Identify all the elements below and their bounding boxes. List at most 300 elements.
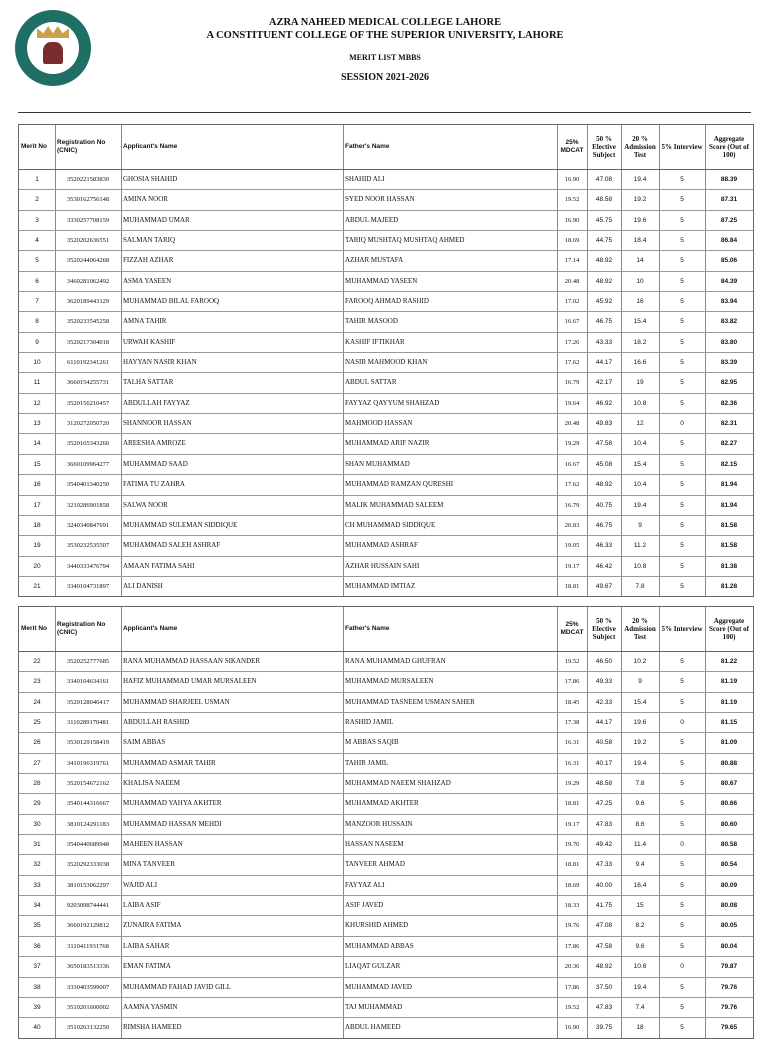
header-mdcat: 25% MDCAT <box>560 139 584 154</box>
mdcat-cell: 17.86 <box>564 983 580 991</box>
table-row <box>19 672 753 692</box>
father-name-cell: TAHIR MASOOD <box>345 317 398 326</box>
elective-subject-cell: 49.33 <box>595 678 613 686</box>
merit-no-cell: 11 <box>33 379 41 387</box>
father-name-cell: KASHIF IFTIKHAR <box>345 337 405 346</box>
father-name-cell: MAHMOOD HASSAN <box>345 419 413 428</box>
elective-subject-cell: 45.08 <box>595 460 613 468</box>
applicant-name-cell: GHOSIA SHAHID <box>123 175 178 183</box>
elective-subject-cell: 40.17 <box>595 759 613 767</box>
mdcat-cell: 19.17 <box>564 562 580 570</box>
page-header <box>0 0 768 92</box>
mdcat-cell: 16.67 <box>564 460 580 468</box>
mdcat-cell: 20.36 <box>564 963 580 971</box>
elective-subject-cell: 47.58 <box>595 440 613 448</box>
admission-test-cell: 10.2 <box>633 658 647 665</box>
admission-test-cell: 19 <box>636 379 644 387</box>
header-applicant-name: Applicant's Name <box>123 143 178 150</box>
elective-subject-cell: 39.75 <box>595 1024 613 1032</box>
registration-no-cell: 3520217304018 <box>66 338 110 346</box>
header-admission-test: 20 % Admission Test <box>624 617 656 641</box>
header-interview: 5% Interview <box>661 143 703 151</box>
admission-test-cell: 11.2 <box>633 542 647 550</box>
father-name-cell: SYED NOOR HASSAN <box>345 195 415 204</box>
father-name-cell: AZHAR MUSTAFA <box>345 256 404 265</box>
merit-no-cell: 40 <box>33 1024 41 1032</box>
admission-test-cell: 8.6 <box>635 820 645 828</box>
father-name-cell: FAROOQ AHMAD RASHID <box>345 297 429 306</box>
aggregate-score-cell: 79.76 <box>720 983 738 991</box>
mdcat-cell: 18.33 <box>564 902 580 910</box>
mdcat-cell: 19.52 <box>564 658 580 665</box>
elective-subject-cell: 49.83 <box>595 420 613 428</box>
father-name-cell: SHAHID ALI <box>345 175 385 183</box>
aggregate-score-cell: 81.58 <box>720 521 738 529</box>
elective-subject-cell: 42.17 <box>595 379 613 387</box>
interview-cell: 5 <box>680 739 684 747</box>
aggregate-score-cell: 86.84 <box>720 237 738 245</box>
table-row <box>19 170 753 190</box>
registration-no-cell: 3510263132250 <box>66 1024 110 1032</box>
father-name-cell: TAHIR JAMIL <box>345 758 389 767</box>
applicant-name-cell: TALHA SATTAR <box>123 378 174 387</box>
aggregate-score-cell: 81.19 <box>720 678 738 686</box>
aggregate-score-cell: 83.39 <box>720 359 738 367</box>
applicant-name-cell: FATIMA TU ZAHRA <box>123 480 185 489</box>
registration-no-cell: 3510201600002 <box>66 1003 110 1011</box>
merit-no-cell: 24 <box>33 698 41 706</box>
table-row <box>19 937 753 957</box>
elective-subject-cell: 48.58 <box>595 196 613 204</box>
aggregate-score-cell: 80.66 <box>720 800 738 808</box>
elective-subject-cell: 45.92 <box>595 298 613 306</box>
elective-subject-cell: 40.58 <box>595 739 613 747</box>
aggregate-score-cell: 83.80 <box>720 338 738 346</box>
father-name-cell: RANA MUHAMMAD GHUFRAN <box>345 657 446 665</box>
aggregate-score-cell: 79.87 <box>720 963 738 971</box>
registration-no-cell: 3540144316667 <box>66 800 110 808</box>
interview-cell: 0 <box>680 963 684 971</box>
admission-test-cell: 10.6 <box>633 963 647 971</box>
college-name: AZRA NAHEED MEDICAL COLLEGE LAHORE <box>268 17 502 28</box>
merit-no-cell: 16 <box>33 481 41 489</box>
aggregate-score-cell: 83.94 <box>720 298 738 306</box>
elective-subject-cell: 41.75 <box>595 902 613 910</box>
aggregate-score-cell: 79.76 <box>720 1003 738 1011</box>
table-row <box>19 394 753 414</box>
registration-no-cell: 3440333476794 <box>66 562 110 570</box>
elective-subject-cell: 47.58 <box>595 942 613 950</box>
elective-subject-cell: 40.00 <box>595 881 613 889</box>
table-row <box>19 190 753 210</box>
header-applicant-name: Applicant's Name <box>123 625 178 632</box>
mdcat-cell: 17.62 <box>564 481 580 489</box>
applicant-name-cell: ZUNAIRA FATIMA <box>123 921 182 930</box>
table-row <box>19 272 753 292</box>
merit-no-cell: 29 <box>33 800 41 808</box>
interview-cell: 5 <box>680 440 684 448</box>
merit-table-1 <box>18 124 754 597</box>
mdcat-cell: 19.29 <box>564 440 580 448</box>
registration-no-cell: 9203098744441 <box>66 902 110 910</box>
applicant-name-cell: SALWA NOOR <box>123 500 168 509</box>
applicant-name-cell: FIZZAH AZHAR <box>123 256 174 265</box>
merit-no-cell: 4 <box>35 237 39 245</box>
applicant-name-cell: SHANNOOR HASSAN <box>123 419 192 428</box>
mdcat-cell: 16.67 <box>564 318 580 326</box>
mdcat-cell: 20.48 <box>564 420 580 428</box>
registration-no-cell: 3520292333038 <box>66 861 110 869</box>
mdcat-cell: 19.52 <box>564 196 580 204</box>
aggregate-score-cell: 80.60 <box>720 820 738 828</box>
elective-subject-cell: 49.67 <box>595 582 613 590</box>
elective-subject-cell: 48.92 <box>595 277 613 285</box>
mdcat-cell: 20.48 <box>564 277 580 285</box>
interview-cell: 5 <box>680 942 684 950</box>
constituent-line: A CONSTITUENT COLLEGE OF THE SUPERIOR UNIVERSITY, LAHORE <box>206 30 564 41</box>
registration-no-cell: 3810153062297 <box>66 881 110 889</box>
father-name-cell: MUHAMMAD ASHRAF <box>345 541 418 550</box>
interview-cell: 5 <box>680 698 684 706</box>
interview-cell: 5 <box>680 1003 684 1011</box>
father-name-cell: ABDUL SATTAR <box>345 378 397 387</box>
elective-subject-cell: 47.25 <box>595 800 613 808</box>
table-row <box>19 434 753 454</box>
list-title: MERIT LIST MBBS <box>349 53 421 62</box>
merit-no-cell: 28 <box>33 780 41 788</box>
interview-cell: 5 <box>680 257 684 265</box>
table-row <box>19 333 753 353</box>
merit-no-cell: 25 <box>33 719 41 727</box>
registration-no-cell: 3650183513336 <box>66 963 110 971</box>
interview-cell: 5 <box>680 902 684 910</box>
elective-subject-cell: 48.92 <box>595 963 613 971</box>
aggregate-score-cell: 80.09 <box>720 881 738 889</box>
applicant-name-cell: KHALISA NAEEM <box>123 779 180 788</box>
table-row <box>19 916 753 936</box>
aggregate-score-cell: 84.39 <box>720 277 738 285</box>
father-name-cell: MUHAMMAD ARIF NAZIR <box>345 439 430 448</box>
table-row <box>19 312 753 332</box>
registration-no-cell: 3660154255731 <box>66 379 110 387</box>
merit-no-cell: 37 <box>33 963 41 971</box>
father-name-cell: TARIQ MUSHTAQ MUSHTAQ AHMED <box>345 236 465 245</box>
applicant-name-cell: AAMNA YASMIN <box>123 1002 178 1011</box>
interview-cell: 5 <box>680 582 684 590</box>
table-row <box>19 998 753 1018</box>
father-name-cell: AZHAR HUSSAIN SAHI <box>345 561 420 570</box>
registration-no-cell: 3330257708159 <box>66 216 110 224</box>
admission-test-cell: 7.4 <box>635 1003 645 1011</box>
elective-subject-cell: 44.17 <box>595 359 613 367</box>
merit-no-cell: 10 <box>33 359 41 367</box>
registration-no-cell: 3530129158419 <box>66 739 110 747</box>
mdcat-cell: 19.76 <box>564 922 580 930</box>
mdcat-cell: 17.38 <box>564 719 580 727</box>
merit-no-cell: 30 <box>33 820 41 828</box>
elective-subject-cell: 45.75 <box>595 216 613 224</box>
merit-no-cell: 17 <box>33 501 41 509</box>
applicant-name-cell: SAIM ABBAS <box>123 738 166 747</box>
aggregate-score-cell: 81.28 <box>720 582 738 590</box>
father-name-cell: MANZOOR HUSSAIN <box>345 819 413 828</box>
interview-cell: 5 <box>680 298 684 306</box>
table-row <box>19 1018 753 1037</box>
interview-cell: 5 <box>680 861 684 869</box>
merit-no-cell: 21 <box>33 582 41 590</box>
merit-no-cell: 3 <box>35 216 39 224</box>
interview-cell: 5 <box>680 922 684 930</box>
applicant-name-cell: MUHAMMAD FAHAD JAVID GILL <box>123 982 232 991</box>
father-name-cell: RASHID JAMIL <box>345 718 394 727</box>
admission-test-cell: 18.2 <box>633 338 647 346</box>
registration-no-cell: 3620189443129 <box>66 298 110 306</box>
merit-no-cell: 34 <box>33 902 41 910</box>
aggregate-score-cell: 81.94 <box>720 481 738 489</box>
merit-no-cell: 33 <box>33 881 41 889</box>
elective-subject-cell: 48.92 <box>595 481 613 489</box>
merit-no-cell: 32 <box>33 861 41 869</box>
header-interview: 5% Interview <box>661 625 703 633</box>
merit-no-cell: 35 <box>33 922 41 930</box>
merit-no-cell: 31 <box>33 841 41 849</box>
registration-no-cell: 3520252777685 <box>66 658 110 665</box>
mdcat-cell: 17.86 <box>564 678 580 686</box>
mdcat-cell: 16.90 <box>564 1024 580 1032</box>
registration-no-cell: 3660109964277 <box>66 460 110 468</box>
merit-no-cell: 26 <box>33 739 41 747</box>
admission-test-cell: 10.4 <box>633 440 647 448</box>
interview-cell: 5 <box>680 521 684 529</box>
merit-no-cell: 7 <box>35 298 39 306</box>
merit-no-cell: 22 <box>33 658 41 665</box>
registration-no-cell: 3530232535507 <box>66 542 110 550</box>
table-row <box>19 353 753 373</box>
admission-test-cell: 9 <box>638 678 642 686</box>
merit-no-cell: 13 <box>33 420 41 428</box>
admission-test-cell: 9.4 <box>635 861 645 869</box>
aggregate-score-cell: 80.88 <box>720 759 738 767</box>
mdcat-cell: 16.31 <box>564 759 580 767</box>
interview-cell: 5 <box>680 1024 684 1032</box>
mdcat-cell: 16.79 <box>564 379 580 387</box>
admission-test-cell: 7.8 <box>635 582 645 590</box>
admission-test-cell: 9.6 <box>635 800 645 808</box>
interview-cell: 5 <box>680 501 684 509</box>
registration-no-cell: 6110192341261 <box>66 359 109 367</box>
table-row <box>19 754 753 774</box>
table-row <box>19 652 753 672</box>
table-row <box>19 896 753 916</box>
registration-no-cell: 3330403599007 <box>66 983 110 991</box>
father-name-cell: MUHAMMAD ABBAS <box>345 941 414 950</box>
aggregate-score-cell: 80.08 <box>720 902 738 910</box>
table-row <box>19 957 753 977</box>
applicant-name-cell: AMINA NOOR <box>123 195 168 204</box>
table-row <box>19 292 753 312</box>
interview-cell: 5 <box>680 562 684 570</box>
admission-test-cell: 11.4 <box>633 841 647 849</box>
merit-no-cell: 14 <box>33 440 41 448</box>
elective-subject-cell: 37.50 <box>595 983 613 991</box>
admission-test-cell: 10.8 <box>633 399 647 407</box>
aggregate-score-cell: 80.04 <box>720 942 738 950</box>
header-admission-test: 20 % Admission Test <box>624 135 656 159</box>
table-row <box>19 373 753 393</box>
admission-test-cell: 15.4 <box>633 318 647 326</box>
mdcat-cell: 18.81 <box>564 582 580 590</box>
father-name-cell: MUHAMMAD IMTIAZ <box>345 581 416 590</box>
registration-no-cell: 3240340847691 <box>66 521 110 529</box>
elective-subject-cell: 46.50 <box>595 658 613 665</box>
father-name-cell: MUHAMMAD AKHTER <box>345 799 419 808</box>
interview-cell: 5 <box>680 881 684 889</box>
table-row <box>19 978 753 998</box>
interview-cell: 5 <box>680 176 684 183</box>
aggregate-score-cell: 85.06 <box>720 257 738 265</box>
merit-no-cell: 27 <box>33 759 41 767</box>
admission-test-cell: 16 <box>636 298 644 306</box>
header-elective-subject: 50 % Elective Subject <box>592 135 616 159</box>
registration-no-cell: 3340104634161 <box>66 678 110 686</box>
aggregate-score-cell: 82.95 <box>720 379 738 387</box>
aggregate-score-cell: 82.31 <box>720 420 738 428</box>
father-name-cell: MUHAMMAD TASNEEM USMAN SAHER <box>345 697 475 706</box>
admission-test-cell: 19.6 <box>633 216 647 224</box>
applicant-name-cell: RIMSHA HAMEED <box>123 1023 182 1032</box>
interview-cell: 5 <box>680 542 684 550</box>
mdcat-cell: 17.14 <box>564 257 580 265</box>
admission-test-cell: 19.4 <box>633 501 647 509</box>
interview-cell: 5 <box>680 658 684 665</box>
father-name-cell: NASIR MAHMOOD KHAN <box>345 358 428 367</box>
aggregate-score-cell: 80.54 <box>720 861 738 869</box>
elective-subject-cell: 47.83 <box>595 1003 613 1011</box>
registration-no-cell: 3520233545258 <box>66 318 110 326</box>
merit-no-cell: 2 <box>35 196 39 204</box>
elective-subject-cell: 48.58 <box>595 780 613 788</box>
elective-subject-cell: 42.33 <box>595 698 613 706</box>
registration-no-cell: 3210286901858 <box>66 501 110 509</box>
father-name-cell: ABDUL HAMEED <box>345 1023 401 1032</box>
admission-test-cell: 10.8 <box>633 562 647 570</box>
registration-no-cell: 3520221583830 <box>66 176 110 183</box>
aggregate-score-cell: 79.65 <box>720 1024 738 1032</box>
aggregate-score-cell: 80.58 <box>720 841 738 849</box>
table-row <box>19 455 753 475</box>
interview-cell: 0 <box>680 719 684 727</box>
admission-test-cell: 16.6 <box>633 359 647 367</box>
father-name-cell: CH MUHAMMAD SIDDIQUE <box>345 520 436 529</box>
applicant-name-cell: ALI DANISH <box>123 581 163 590</box>
aggregate-score-cell: 82.36 <box>720 399 738 407</box>
aggregate-score-cell: 81.15 <box>720 719 738 727</box>
admission-test-cell: 19.4 <box>633 759 647 767</box>
applicant-name-cell: MUHAMMAD SALEH ASHRAF <box>123 541 221 550</box>
admission-test-cell: 19.2 <box>633 739 647 747</box>
merit-no-cell: 15 <box>33 460 41 468</box>
father-name-cell: TAJ MUHAMMAD <box>345 1002 403 1011</box>
registration-no-cell: 3520128046417 <box>66 698 110 706</box>
registration-no-cell: 3460281062492 <box>66 277 110 285</box>
applicant-name-cell: MUHAMMAD UMAR <box>123 215 190 224</box>
applicant-name-cell: RANA MUHAMMAD HASSAAN SIKANDER <box>123 657 261 665</box>
elective-subject-cell: 47.08 <box>595 922 613 930</box>
header-registration-no: Registration No (CNIC) <box>57 139 106 154</box>
header-father-name: Father's Name <box>345 143 390 150</box>
registration-no-cell: 3410196319761 <box>66 759 110 767</box>
interview-cell: 5 <box>680 399 684 407</box>
merit-no-cell: 38 <box>33 983 41 991</box>
applicant-name-cell: MUHAMMAD YAHYA AKHTER <box>123 799 222 808</box>
mdcat-cell: 19.52 <box>564 1003 580 1011</box>
merit-no-cell: 9 <box>35 338 39 346</box>
merit-no-cell: 36 <box>33 942 41 950</box>
interview-cell: 0 <box>680 420 684 428</box>
father-name-cell: MUHAMMAD YASEEN <box>345 276 418 285</box>
elective-subject-cell: 47.33 <box>595 861 613 869</box>
interview-cell: 5 <box>680 460 684 468</box>
elective-subject-cell: 44.17 <box>595 719 613 727</box>
table-row <box>19 475 753 495</box>
father-name-cell: KHURSHID AHMED <box>345 921 409 930</box>
applicant-name-cell: AMAAN FATIMA SAHI <box>123 561 195 570</box>
registration-no-cell: 3530162756148 <box>66 196 110 204</box>
admission-test-cell: 15.4 <box>633 460 647 468</box>
elective-subject-cell: 43.33 <box>595 338 613 346</box>
elective-subject-cell: 46.33 <box>595 542 613 550</box>
merit-no-cell: 6 <box>35 277 39 285</box>
interview-cell: 5 <box>680 678 684 686</box>
aggregate-score-cell: 82.15 <box>720 460 738 468</box>
mdcat-cell: 20.83 <box>564 521 580 529</box>
elective-subject-cell: 48.92 <box>595 257 613 265</box>
father-name-cell: ABDUL MAJEED <box>345 215 399 224</box>
table-row <box>19 713 753 733</box>
mdcat-cell: 19.05 <box>564 542 580 550</box>
aggregate-score-cell: 81.22 <box>720 658 738 665</box>
father-name-cell: HASSAN NASEEM <box>345 840 404 849</box>
elective-subject-cell: 40.75 <box>595 501 613 509</box>
interview-cell: 5 <box>680 196 684 204</box>
registration-no-cell: 3120272050720 <box>66 420 110 428</box>
admission-test-cell: 19.6 <box>633 719 647 727</box>
admission-test-cell: 10.4 <box>633 481 647 489</box>
admission-test-cell: 18.4 <box>633 237 647 245</box>
aggregate-score-cell: 80.05 <box>720 922 738 930</box>
interview-cell: 5 <box>680 318 684 326</box>
session-title: SESSION 2021-2026 <box>340 72 430 83</box>
header-aggregate-score: Aggregate Score (Out of 100) <box>709 617 749 641</box>
father-name-cell: ASIF JAVED <box>345 901 384 910</box>
mdcat-cell: 18.81 <box>564 800 580 808</box>
table-row <box>19 733 753 753</box>
applicant-name-cell: URWAH KASHIF <box>123 337 176 346</box>
aggregate-score-cell: 88.39 <box>720 176 738 183</box>
interview-cell: 5 <box>680 481 684 489</box>
mdcat-cell: 16.90 <box>564 216 580 224</box>
mdcat-cell: 16.31 <box>564 739 580 747</box>
merit-no-cell: 19 <box>33 542 41 550</box>
admission-test-cell: 19.2 <box>633 196 647 204</box>
elective-subject-cell: 46.92 <box>595 399 613 407</box>
table-row <box>19 414 753 434</box>
interview-cell: 5 <box>680 820 684 828</box>
header-merit-no: Merit No <box>21 625 47 632</box>
registration-no-cell: 3340104731897 <box>66 582 110 590</box>
table-row <box>19 835 753 855</box>
header-aggregate-score: Aggregate Score (Out of 100) <box>709 135 749 159</box>
